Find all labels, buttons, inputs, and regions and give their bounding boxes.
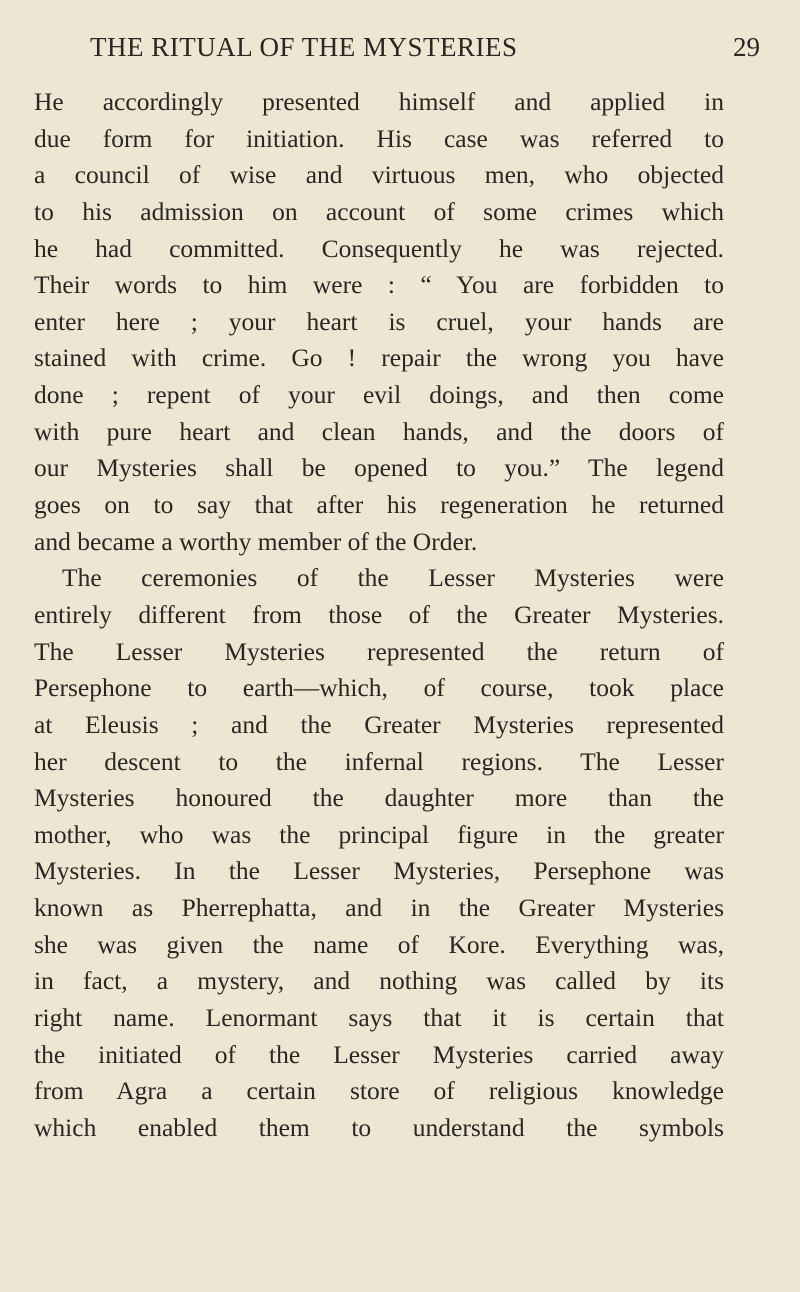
text-line: mother, who was the principal figure in the greater [34,819,724,849]
text-line: enter here ; your heart is cruel, your hands are [34,306,724,336]
page-number: 29 [733,32,760,62]
text-line: The Lesser Mysteries represented the return of [34,636,724,666]
text-line: known as Pherrephatta, and in the Greater Mysteries [34,893,724,923]
text-line: with pure heart and clean hands, and the doors of [34,416,724,446]
text-line: goes on to say that after his regeneration he returned [34,490,724,520]
paragraph-start-line: The ceremonies of the Lesser Mysteries were [62,563,724,593]
running-head [90,32,760,72]
text-line: which enabled them to understand the symbols [34,1112,724,1142]
running-title: THE RITUAL OF THE MYSTERIES [90,32,518,62]
text-line: entirely different from those of the Greater Mysteries. [34,599,724,629]
text-line: to his admission on account of some crimes which [34,196,724,226]
text-line: Persephone to earth—which, of course, took place [34,673,724,703]
text-line: the initiated of the Lesser Mysteries carried away [34,1039,724,1069]
text-line: right name. Lenormant says that it is certain that [34,1003,724,1033]
text-line: due form for initiation. His case was referred to [34,123,724,153]
text-line: Mysteries. In the Lesser Mysteries, Persephone was [34,856,724,886]
text-line: he had committed. Consequently he was rejected. [34,233,724,263]
text-line: our Mysteries shall be opened to you.” The legend [34,453,724,483]
text-line: Their words to him were : “ You are forbidden to [34,270,724,300]
text-line: in fact, a mystery, and nothing was called by its [34,966,724,996]
body-text [34,84,724,1147]
text-line: at Eleusis ; and the Greater Mysteries represented [34,709,724,739]
text-line: she was given the name of Kore. Everything was, [34,929,724,959]
text-line: a council of wise and virtuous men, who objected [34,160,724,190]
text-line: Mysteries honoured the daughter more than the [34,783,724,813]
text-line: He accordingly presented himself and applied in [34,87,724,116]
text-line: from Agra a certain store of religious knowledge [34,1076,724,1106]
text-line: done ; repent of your evil doings, and then come [34,380,724,410]
paragraph-end-line: and became a worthy member of the Order. [34,526,478,556]
text-line: stained with crime. Go ! repair the wrong you have [34,343,724,373]
text-line: her descent to the infernal regions. The Lesser [34,746,724,776]
